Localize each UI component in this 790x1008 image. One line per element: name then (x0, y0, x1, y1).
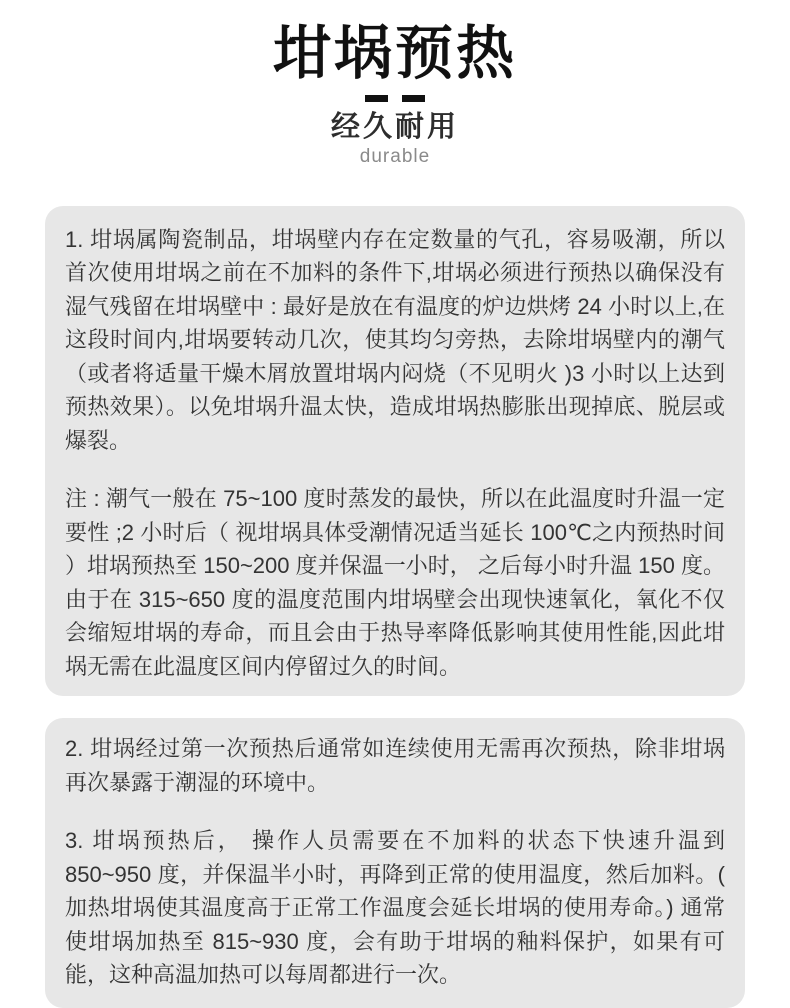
content-cards (0, 206, 790, 1008)
dash-icon (365, 95, 388, 102)
page-title: 坩埚预热 (272, 21, 517, 86)
title-divider-dashes (0, 95, 790, 103)
paragraph-step-2: 2. 坩埚经过第一次预热后通常如连续使用无需再次预热，除非坩埚再次暴露于潮湿的环境中。 (65, 736, 725, 795)
paragraph-note: 注 : 潮气一般在 75~100 度时蒸发的最快，所以在此温度时升温一定要性 ;2 小时后（ 视坩埚具体受潮情况适当延长 100℃之内预热时间 ）坩埚预热至 150~200 度并保温一小时， 之后每小时升温 150 度。由于在 315~650 度的温度范围内坩埚壁会出现快速氧化，氧化不仅会缩短坩埚的寿命，而且会由于热导率降低影响其使用性能,因此坩埚无需在此温度区间内停留过久的时间。 (65, 486, 725, 679)
page-subtitle: 经久耐用 (330, 110, 459, 143)
preheat-instructions-card (45, 206, 745, 697)
page-header (0, 0, 790, 168)
paragraph-step-1: 1. 坩埚属陶瓷制品，坩埚壁内存在定数量的气孔，容易吸潮，所以首次使用坩埚之前在不加料的条件下,坩埚必须进行预热以确保没有湿气残留在坩埚壁中 : 最好是放在有温度的炉边烘烤 24 小时以上,在这段时间内,坩埚要转动几次，使其均匀旁热，去除坩埚壁内的潮气（或者将适量干燥木屑放置坩埚内闷烧（不见明火 )3 小时以上达到预热效果）。以免坩埚升温太快，造成坩埚热膨胀出现掉底、脱层或爆裂。 (65, 226, 725, 453)
usage-instructions-card (45, 718, 745, 1008)
paragraph-step-3: 3. 坩埚预热后， 操作人员需要在不加料的状态下快速升温到 850~950 度，并保温半小时，再降到正常的使用温度，然后加料。( 加热坩埚使其温度高于正常工作温度会延长坩埚的使用寿命。) 通常使坩埚加热至 815~930 度，会有助于坩埚的釉料保护，如果有可能，这种高温加热可以每周都进行一次。 (65, 828, 725, 988)
page-subtitle-english: durable (359, 145, 431, 167)
dash-icon (402, 95, 425, 102)
